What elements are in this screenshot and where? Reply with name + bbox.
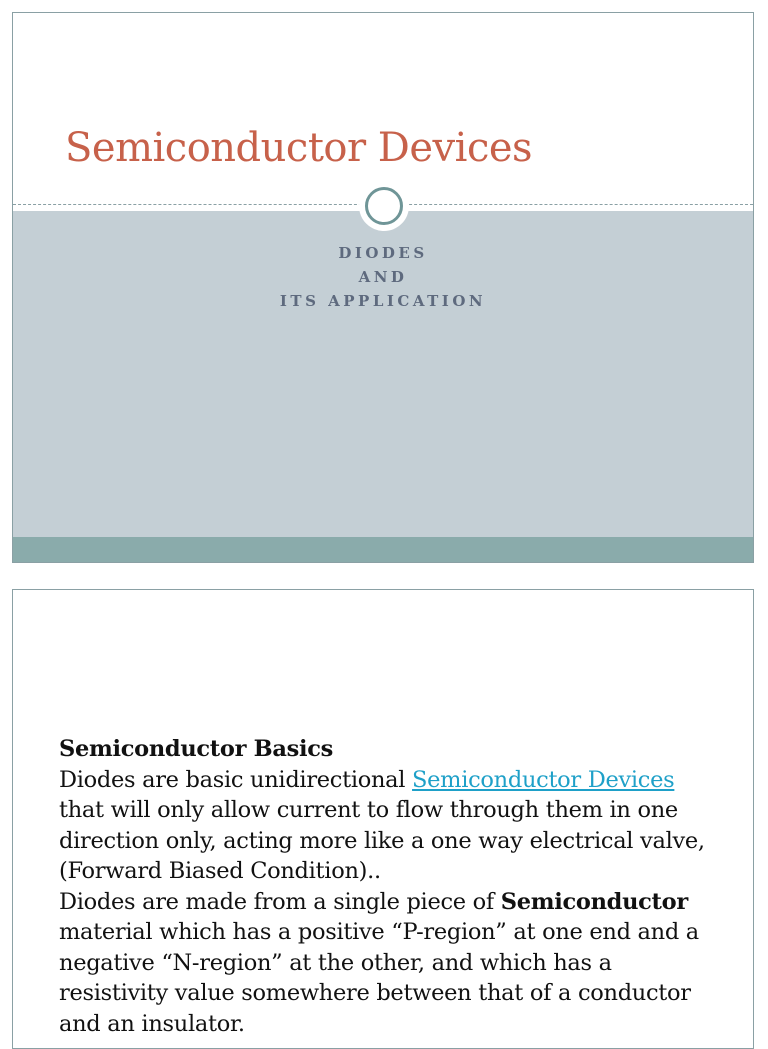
subtitle-line-2: AND (358, 268, 408, 286)
slide-body (59, 734, 719, 1039)
slide-subtitle (13, 241, 753, 313)
paragraph-1-text: Diodes are basic unidirectional (59, 766, 413, 793)
semiconductor-bold-term: Semiconductor (500, 888, 688, 915)
footer-band (13, 537, 753, 563)
subtitle-line-3: ITS APPLICATION (279, 292, 487, 310)
paragraph-2-text: Diodes are made from a single piece of (59, 888, 501, 915)
section-heading: Semiconductor Basics (59, 736, 334, 762)
content-slide (12, 589, 754, 1049)
title-slide (12, 12, 754, 563)
circle-ornament-ring (365, 187, 403, 225)
paragraph-2-continued: material which has a positive “P-region” at one end and a negative “N-region” at the other, and which has a resistivity value somewhere between that of a conductor and an insulator. (59, 919, 699, 1037)
circle-ornament (359, 181, 409, 231)
slide-title: Semiconductor Devices (65, 125, 533, 171)
subtitle-line-1: DIODES (338, 244, 428, 262)
paragraph-1-continued: that will only allow current to flow through them in one direction only, acting more like a one way electrical valve, (Forward Biased Condition).. (59, 797, 705, 884)
semiconductor-devices-link[interactable]: Semiconductor Devices (412, 766, 675, 793)
